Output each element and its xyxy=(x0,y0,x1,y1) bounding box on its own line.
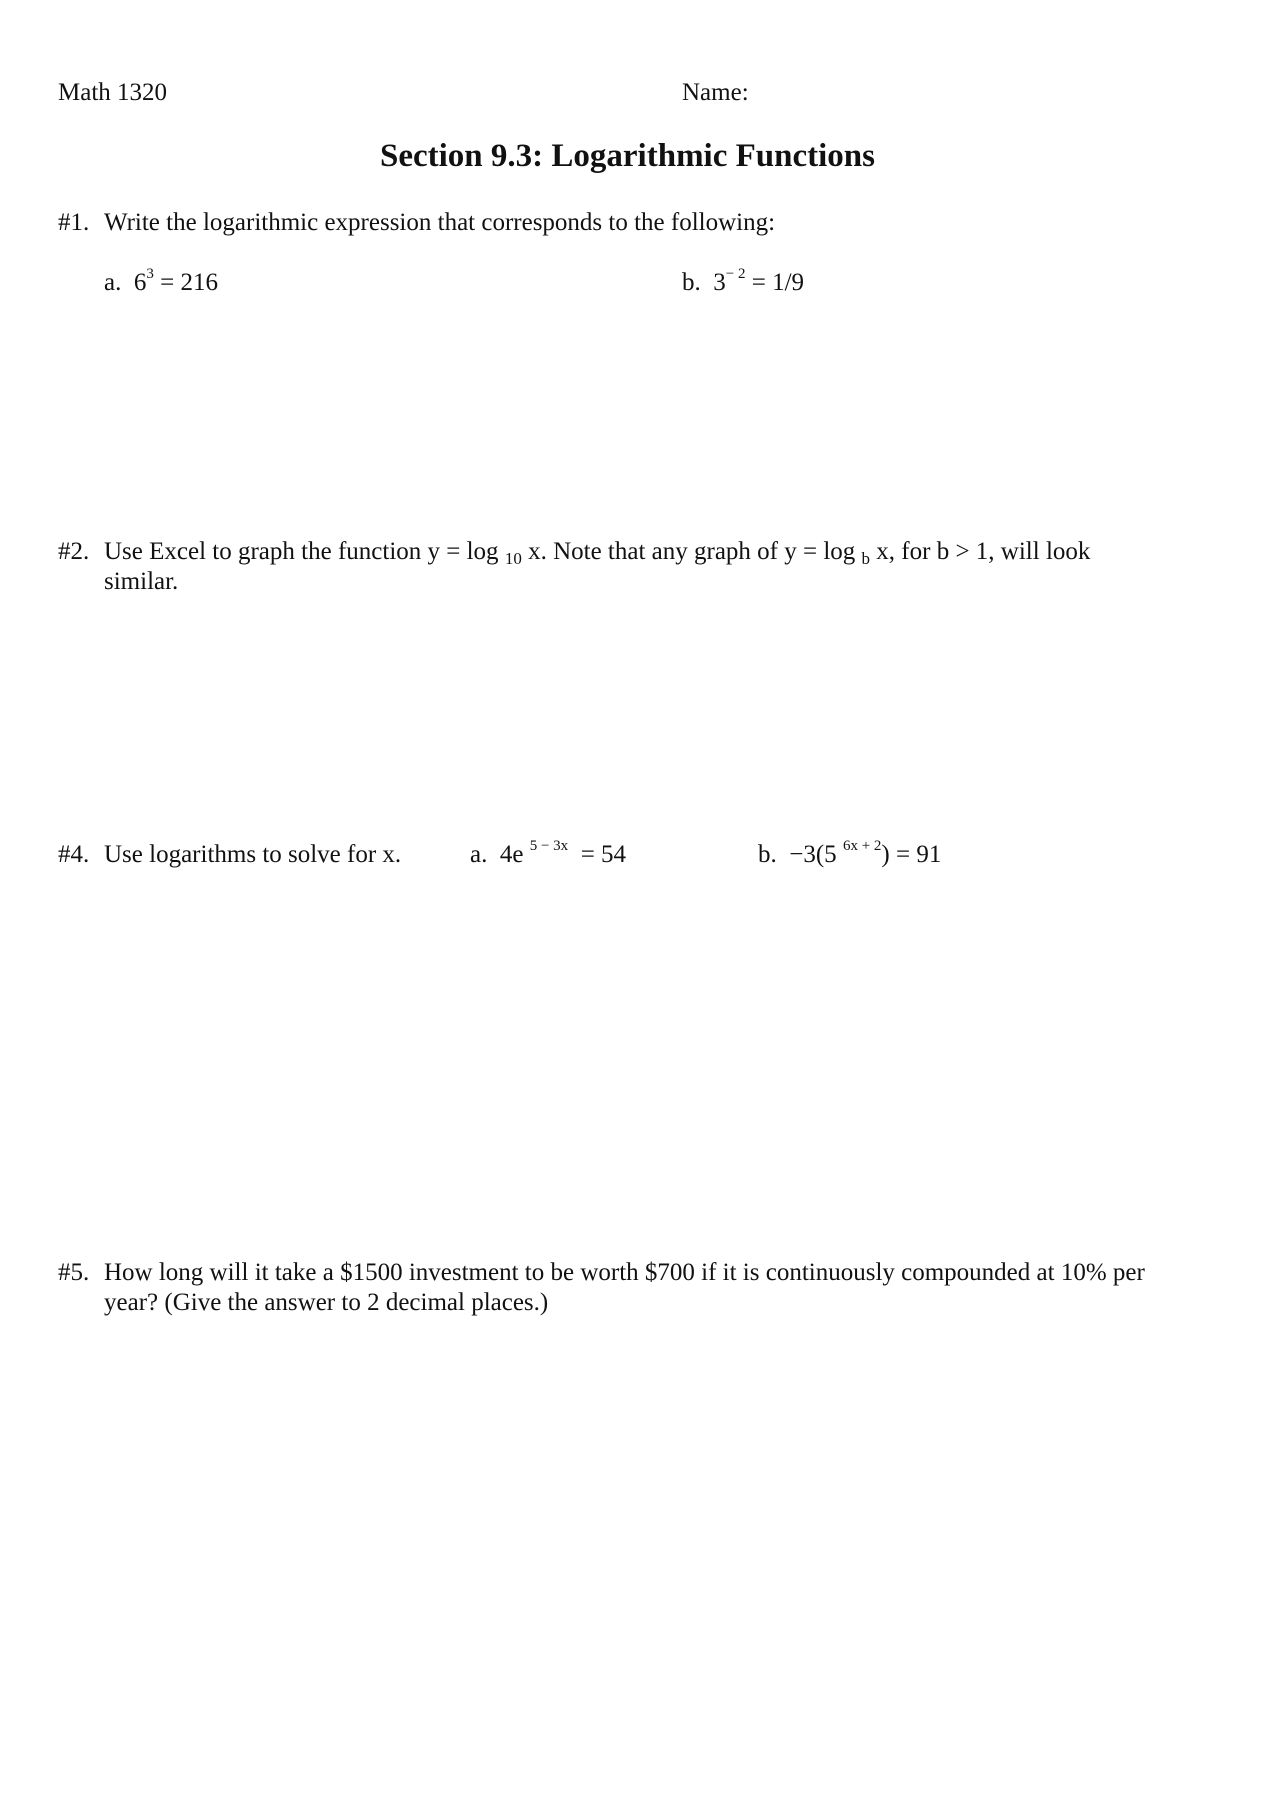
problem-5-line2: year? (Give the answer to 2 decimal places.) xyxy=(104,1289,549,1316)
problem-4a-label: a. xyxy=(470,841,488,868)
page-title: Section 9.3: Logarithmic Functions xyxy=(380,138,875,174)
problem-4a xyxy=(470,840,626,870)
problem-1a xyxy=(104,268,218,298)
problem-1b-rhs: = 1/9 xyxy=(745,269,805,296)
problem-4-prompt: Use logarithms to solve for x. xyxy=(104,841,402,868)
problem-1a-label: a. xyxy=(104,269,122,296)
problem-5-number: #5. xyxy=(58,1259,90,1286)
problem-2-number: #2. xyxy=(58,538,90,565)
problem-4-number: #4. xyxy=(58,841,90,868)
course-label: Math 1320 xyxy=(58,79,168,106)
problem-4a-rhs: = 54 xyxy=(574,841,627,868)
problem-4 xyxy=(58,840,401,870)
problem-2-text-mid: x. Note that any graph of y = log xyxy=(521,538,862,565)
problem-4a-exponent: 5 − 3x xyxy=(529,838,569,854)
problem-2-subscript-10: 10 xyxy=(504,549,522,568)
problem-1a-base: 6 xyxy=(133,269,147,296)
problem-1a-rhs: = 216 xyxy=(153,269,218,296)
problem-1b-label: b. xyxy=(682,269,701,296)
problem-1-number: #1. xyxy=(58,209,90,236)
problem-4b-pre: −3(5 xyxy=(789,841,837,868)
problem-1 xyxy=(58,208,775,238)
problem-1b xyxy=(682,268,804,298)
problem-2-subscript-b: b xyxy=(861,549,871,568)
problem-5-line1: How long will it take a $1500 investment to be worth $700 if it is continuously compounded at 10% per xyxy=(104,1259,1145,1286)
problem-1-prompt: Write the logarithmic expression that corresponds to the following: xyxy=(104,209,776,236)
problem-2-line2: similar. xyxy=(104,568,179,595)
problem-5 xyxy=(58,1258,1145,1288)
problem-4b xyxy=(758,840,941,870)
name-label: Name: xyxy=(682,79,749,106)
problem-1a-exponent: 3 xyxy=(146,266,154,282)
problem-2-text-post: x, for b > 1, will look xyxy=(870,538,1091,565)
problem-2 xyxy=(58,537,1090,567)
problem-1b-exponent: − 2 xyxy=(725,266,746,282)
problem-4b-rhs: ) = 91 xyxy=(881,841,942,868)
problem-1b-base: 3 xyxy=(713,269,726,296)
problem-2-text-pre: Use Excel to graph the function y = log xyxy=(104,538,505,565)
problem-4b-exponent: 6x + 2 xyxy=(842,838,882,854)
problem-4a-base: 4e xyxy=(499,841,524,868)
problem-4b-label: b. xyxy=(758,841,777,868)
